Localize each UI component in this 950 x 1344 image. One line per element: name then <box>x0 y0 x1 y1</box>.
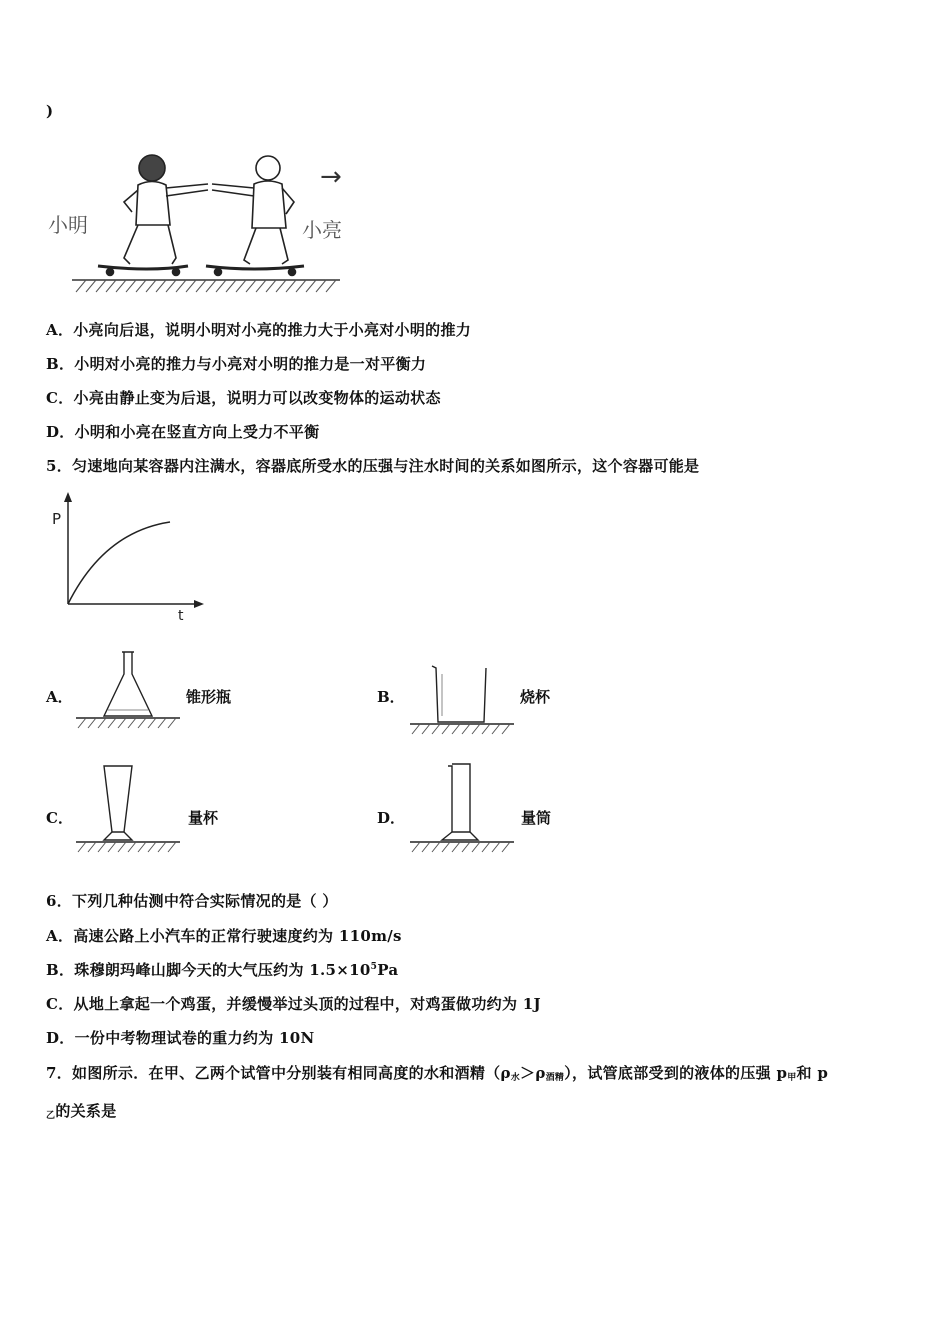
y-axis-arrow-icon <box>64 492 72 502</box>
conical-flask-icon <box>72 648 184 734</box>
q6-option-b-exponent: 5 <box>370 962 378 972</box>
xiaoliang-figure <box>206 156 304 276</box>
q6-option-a: A．高速公路上小汽车的正常行驶速度约为 110m/s <box>46 927 402 945</box>
q5-option-b-letter: B． <box>377 688 405 706</box>
ground-hatch <box>76 280 336 292</box>
q5-option-d-name: 量筒 <box>521 809 552 827</box>
skateboard-figure <box>40 140 370 300</box>
q5-option-c-letter: C． <box>46 809 73 827</box>
q5-option-b-name: 烧杯 <box>520 688 551 706</box>
q6-stem: 6．下列几种估测中符合实际情况的是（ ） <box>46 892 338 910</box>
q5-stem: 5．匀速地向某容器内注满水，容器底所受水的压强与注水时间的关系如图所示，这个容器可能是 <box>46 457 700 475</box>
q7-sub-alcohol: 酒精 <box>545 1073 565 1083</box>
pressure-time-graph <box>44 492 214 627</box>
q4-option-d: D．小明和小亮在竖直方向上受力不平衡 <box>46 423 320 441</box>
q4-option-b: B．小明对小亮的推力与小亮对小明的推力是一对平衡力 <box>46 355 427 373</box>
q4-option-c: C．小亮由静止变为后退，说明力可以改变物体的运动状态 <box>46 389 441 407</box>
q6-option-b <box>46 959 398 980</box>
q7-stem-line1 <box>46 1062 828 1083</box>
graduated-cylinder-icon <box>406 758 518 856</box>
q7-part1: 7．如图所示．在甲、乙两个试管中分别装有相同高度的水和酒精（ρ <box>46 1064 511 1082</box>
direction-arrow-icon: → <box>320 162 342 192</box>
q7-sub-water: 水 <box>510 1073 521 1083</box>
q6-option-c: C．从地上拿起一个鸡蛋，并缓慢举过头顶的过程中，对鸡蛋做功约为 1J <box>46 995 541 1013</box>
label-xiaoliang: 小亮 <box>302 218 342 242</box>
q7-sub-yi: 乙 <box>46 1111 56 1121</box>
closing-paren: ) <box>46 102 54 120</box>
q5-option-c-name: 量杯 <box>188 809 219 827</box>
measuring-cup-icon <box>72 760 184 856</box>
q7-part3: 和 p <box>796 1064 829 1082</box>
q7-part4: 的关系是 <box>55 1102 117 1120</box>
q5-option-a-letter: A． <box>46 688 73 706</box>
q7-gt: ＞ρ <box>520 1064 546 1082</box>
q7-part2: ），试管底部受到的液体的压强 p <box>564 1064 788 1082</box>
x-axis-label: t <box>178 608 184 624</box>
q6-option-d: D．一份中考物理试卷的重力约为 10N <box>46 1029 315 1047</box>
label-xiaoming: 小明 <box>48 213 88 237</box>
xiaoming-figure <box>98 155 208 276</box>
q6-option-b-text: B．珠穆朗玛峰山脚今天的大气压约为 1.5×10 <box>46 961 371 979</box>
q5-option-a-name: 锥形瓶 <box>186 688 232 706</box>
q5-option-d-letter: D． <box>377 809 406 827</box>
pressure-curve <box>68 522 170 604</box>
q7-sub-jia: 甲 <box>787 1073 797 1083</box>
q6-option-b-unit: Pa <box>377 961 399 979</box>
y-axis-label: P <box>52 510 62 528</box>
q7-stem-line2 <box>46 1100 117 1121</box>
x-axis-arrow-icon <box>194 600 204 608</box>
q4-option-a: A．小亮向后退，说明小明对小亮的推力大于小亮对小明的推力 <box>46 321 472 339</box>
beaker-icon <box>406 660 518 740</box>
